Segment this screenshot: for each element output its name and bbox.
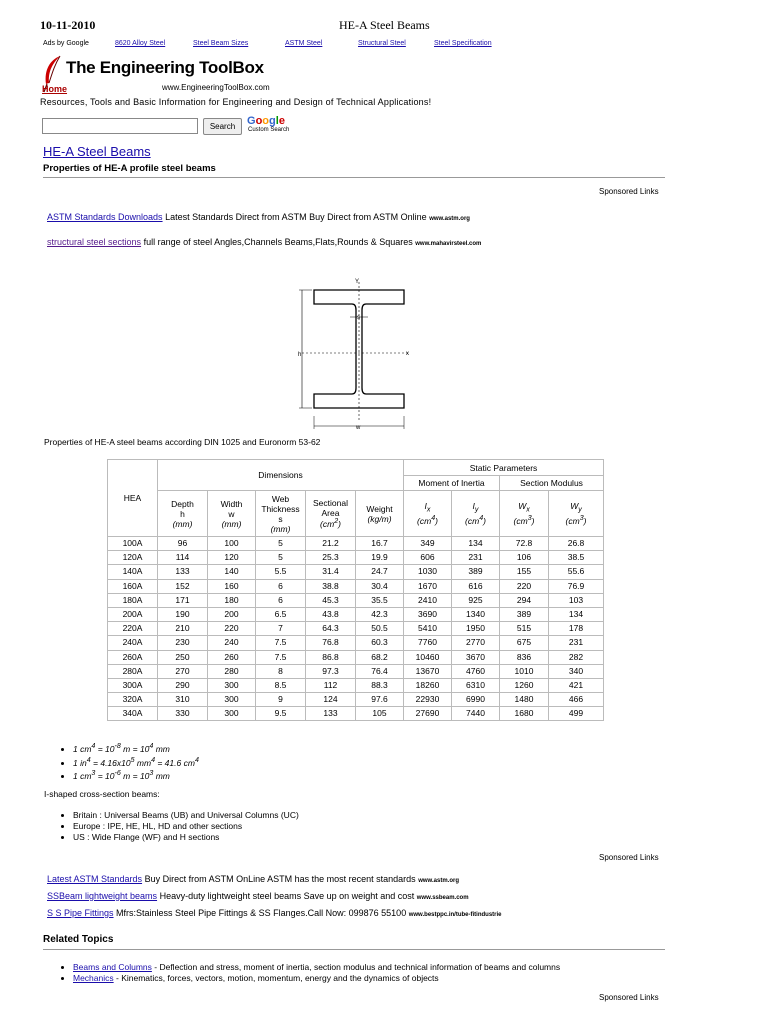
table-cell: 50.5 xyxy=(356,622,404,636)
table-cell: 55.6 xyxy=(549,565,604,579)
table-cell: 1010 xyxy=(500,664,549,678)
table-cell: 97.3 xyxy=(306,664,356,678)
table-cell: 250 xyxy=(158,650,208,664)
table-cell: 100A xyxy=(108,537,158,551)
ad-link[interactable]: Latest ASTM Standards xyxy=(47,874,143,884)
x-axis-label: x xyxy=(406,351,409,357)
ad-text: full range of steel Angles,Channels Beams,Flats,Rounds & Squares xyxy=(143,237,413,247)
ad-link[interactable]: ASTM Standards Downloads xyxy=(47,212,163,222)
divider xyxy=(43,949,665,950)
table-cell: 300 xyxy=(208,693,256,707)
table-cell: 96 xyxy=(158,537,208,551)
ad-link[interactable]: S S Pipe Fittings xyxy=(47,908,114,918)
ad-domain[interactable]: www.astm.org xyxy=(418,878,459,884)
table-cell: 1680 xyxy=(500,707,549,721)
related-item: • Mechanics - Kinematics, forces, vectors, motion, momentum, energy and the dynamics of objects xyxy=(73,973,560,984)
table-cell: 43.8 xyxy=(306,607,356,621)
related-list xyxy=(44,962,560,984)
table-cell: 6 xyxy=(256,579,306,593)
divider xyxy=(43,177,665,178)
ishaped-title: I-shaped cross-section beams: xyxy=(44,789,160,799)
table-cell: 3690 xyxy=(404,607,452,621)
table-cell: 1030 xyxy=(404,565,452,579)
wx-header: $W_x$ $(cm^3)$ xyxy=(500,491,549,537)
dimensions-header: Dimensions xyxy=(158,460,404,491)
table-cell: 100 xyxy=(208,537,256,551)
table-cell: 240A xyxy=(108,636,158,650)
site-logo[interactable]: The Engineering ToolBox xyxy=(66,58,264,77)
table-cell: 18260 xyxy=(404,678,452,692)
conversion-item: • 1 $in^4 = 4.16x10^5$ $mm^4 = 41.6$ $cm^4$ xyxy=(73,755,199,769)
table-cell: 466 xyxy=(549,693,604,707)
table-cell: 7 xyxy=(256,622,306,636)
table-cell: 178 xyxy=(549,622,604,636)
related-link[interactable]: Mechanics xyxy=(73,973,114,983)
table-cell: 88.3 xyxy=(356,678,404,692)
sponsored-label-bottom: Sponsored Links xyxy=(599,993,659,1002)
table-cell: 925 xyxy=(452,593,500,607)
weight-header: Weight (kg/m) xyxy=(356,491,404,537)
table-cell: 389 xyxy=(500,607,549,621)
moment-of-inertia-header: Moment of Inertia xyxy=(404,476,500,491)
table-cell: 140 xyxy=(208,565,256,579)
table-cell: 1670 xyxy=(404,579,452,593)
table-cell: 300 xyxy=(208,678,256,692)
home-link[interactable]: Home xyxy=(42,84,68,94)
sponsored-label-top: Sponsored Links xyxy=(599,187,659,196)
table-cell: 38.8 xyxy=(306,579,356,593)
table-cell: 7.5 xyxy=(256,636,306,650)
table-cell: 1260 xyxy=(500,678,549,692)
table-cell: 152 xyxy=(158,579,208,593)
print-date: 10-11-2010 xyxy=(40,18,96,32)
y-axis-label: Y xyxy=(355,279,360,285)
table-cell: 10460 xyxy=(404,650,452,664)
ad-link[interactable]: structural steel sections xyxy=(47,237,142,247)
site-url: www.EngineeringToolBox.com xyxy=(162,83,270,92)
table-cell: 1480 xyxy=(500,693,549,707)
h-label: h xyxy=(298,352,302,358)
table-row xyxy=(108,551,604,565)
table-cell: 68.2 xyxy=(356,650,404,664)
ad-text: Latest Standards Direct from ASTM Buy Direct from ASTM Online xyxy=(165,212,427,222)
table-cell: 120 xyxy=(208,551,256,565)
table-cell: 16.7 xyxy=(356,537,404,551)
table-cell: 5 xyxy=(256,537,306,551)
conversion-item: • 1 $cm^3 = 10^{-6}$ $m = 10^3$ mm xyxy=(73,769,199,783)
table-cell: 134 xyxy=(452,537,500,551)
related-topics-title: Related Topics xyxy=(43,934,114,945)
table-cell: 616 xyxy=(452,579,500,593)
ix-header: $I_x$ $(cm^4)$ xyxy=(404,491,452,537)
ad-domain[interactable]: www.astm.org xyxy=(429,216,470,222)
table-cell: 4760 xyxy=(452,664,500,678)
ad-link-steel-beam-sizes[interactable]: Steel Beam Sizes xyxy=(193,40,249,47)
table-cell: 300A xyxy=(108,678,158,692)
ishaped-list xyxy=(44,810,299,843)
ad-link-steel-specification[interactable]: Steel Specification xyxy=(434,40,492,47)
table-cell: 60.3 xyxy=(356,636,404,650)
table-cell: 515 xyxy=(500,622,549,636)
table-cell: 112 xyxy=(306,678,356,692)
table-cell: 5410 xyxy=(404,622,452,636)
table-cell: 499 xyxy=(549,707,604,721)
table-cell: 300 xyxy=(208,707,256,721)
table-cell: 103 xyxy=(549,593,604,607)
ad-link-8620-alloy-steel[interactable]: 8620 Alloy Steel xyxy=(115,40,166,47)
table-cell: 7440 xyxy=(452,707,500,721)
static-parameters-header: Static Parameters xyxy=(404,460,604,476)
table-cell: 270 xyxy=(158,664,208,678)
page-subtitle: Properties of HE-A profile steel beams xyxy=(43,163,216,174)
ad-item xyxy=(47,212,470,222)
ad-text: Buy Direct from ASTM OnLine ASTM has the most recent standards xyxy=(144,874,416,884)
table-cell: 72.8 xyxy=(500,537,549,551)
table-cell: 1340 xyxy=(452,607,500,621)
ad-domain[interactable]: www.ssbeam.com xyxy=(416,895,469,901)
depth-header: Depth h (mm) xyxy=(158,491,208,537)
ads-by-google-label[interactable]: Ads by Google xyxy=(43,40,89,47)
table-cell: 7.5 xyxy=(256,650,306,664)
table-cell: 220A xyxy=(108,622,158,636)
conversion-list xyxy=(44,741,199,782)
table-row xyxy=(108,593,604,607)
related-item: • Beams and Columns - Deflection and stress, moment of inertia, section modulus and technical information of beams and columns xyxy=(73,962,560,973)
table-cell: 260 xyxy=(208,650,256,664)
table-cell: 9.5 xyxy=(256,707,306,721)
s-label: s xyxy=(357,315,360,321)
section-modulus-header: Section Modulus xyxy=(500,476,604,491)
table-cell: 6 xyxy=(256,593,306,607)
table-cell: 421 xyxy=(549,678,604,692)
table-cell: 280A xyxy=(108,664,158,678)
table-cell: 25.3 xyxy=(306,551,356,565)
table-cell: 133 xyxy=(158,565,208,579)
table-cell: 200A xyxy=(108,607,158,621)
table-cell: 675 xyxy=(500,636,549,650)
table-cell: 6310 xyxy=(452,678,500,692)
table-cell: 260A xyxy=(108,650,158,664)
table-caption: Properties of HE-A steel beams according DIN 1025 and Euronorm 53-62 xyxy=(44,437,321,447)
table-cell: 97.6 xyxy=(356,693,404,707)
table-cell: 230 xyxy=(158,636,208,650)
table-cell: 140A xyxy=(108,565,158,579)
table-cell: 42.3 xyxy=(356,607,404,621)
table-cell: 2410 xyxy=(404,593,452,607)
table-cell: 340A xyxy=(108,707,158,721)
ad-text: Mfrs:Stainless Steel Pipe Fittings & SS Flanges.Call Now: 099876 55100 xyxy=(116,908,407,918)
table-cell: 160A xyxy=(108,579,158,593)
table-cell: 114 xyxy=(158,551,208,565)
ad-item xyxy=(47,891,469,901)
table-cell: 3670 xyxy=(452,650,500,664)
table-cell: 231 xyxy=(549,636,604,650)
sectional-area-header: Sectional Area $(cm^2)$ xyxy=(306,491,356,537)
google-logo: Google xyxy=(247,115,285,127)
table-cell: 26.8 xyxy=(549,537,604,551)
table-cell: 30.4 xyxy=(356,579,404,593)
table-body xyxy=(108,537,604,721)
table-cell: 240 xyxy=(208,636,256,650)
ishaped-item: • Europe : IPE, HE, HL, HD and other sections xyxy=(73,821,299,832)
table-cell: 6.5 xyxy=(256,607,306,621)
table-cell: 282 xyxy=(549,650,604,664)
table-cell: 180 xyxy=(208,593,256,607)
table-row xyxy=(108,565,604,579)
table-row xyxy=(108,693,604,707)
table-cell: 5.5 xyxy=(256,565,306,579)
table-row xyxy=(108,607,604,621)
table-row xyxy=(108,579,604,593)
print-title: HE-A Steel Beams xyxy=(339,18,430,32)
search-input[interactable] xyxy=(42,118,198,134)
ad-text: Heavy-duty lightweight steel beams Save up on weight and cost xyxy=(159,891,415,901)
table-cell: 8.5 xyxy=(256,678,306,692)
table-cell: 160 xyxy=(208,579,256,593)
tagline: Resources, Tools and Basic Information for Engineering and Design of Technical Applications! xyxy=(40,97,432,107)
table-cell: 124 xyxy=(306,693,356,707)
table-row xyxy=(108,664,604,678)
ad-link-astm-steel[interactable]: ASTM Steel xyxy=(285,40,323,47)
table-cell: 45.3 xyxy=(306,593,356,607)
table-cell: 836 xyxy=(500,650,549,664)
table-cell: 349 xyxy=(404,537,452,551)
table-cell: 27690 xyxy=(404,707,452,721)
conversion-item: • 1 $cm^4 = 10^{-8}$ $m = 10^4$ mm xyxy=(73,741,199,755)
table-cell: 1950 xyxy=(452,622,500,636)
table-cell: 155 xyxy=(500,565,549,579)
table-cell: 231 xyxy=(452,551,500,565)
table-cell: 134 xyxy=(549,607,604,621)
table-cell: 31.4 xyxy=(306,565,356,579)
ishaped-item: • Britain : Universal Beams (UB) and Universal Columns (UC) xyxy=(73,810,299,821)
table-row xyxy=(108,537,604,551)
i-beam-diagram xyxy=(292,276,416,432)
table-cell: 171 xyxy=(158,593,208,607)
table-cell: 35.5 xyxy=(356,593,404,607)
table-cell: 120A xyxy=(108,551,158,565)
ad-link-structural-steel[interactable]: Structural Steel xyxy=(358,40,406,47)
table-cell: 210 xyxy=(158,622,208,636)
table-row xyxy=(108,707,604,721)
ishaped-item: • US : Wide Flange (WF) and H sections xyxy=(73,832,299,843)
table-cell: 340 xyxy=(549,664,604,678)
table-cell: 320A xyxy=(108,693,158,707)
table-cell: 86.8 xyxy=(306,650,356,664)
table-cell: 280 xyxy=(208,664,256,678)
table-cell: 294 xyxy=(500,593,549,607)
ad-item xyxy=(47,908,502,918)
table-cell: 606 xyxy=(404,551,452,565)
table-cell: 310 xyxy=(158,693,208,707)
table-row xyxy=(108,636,604,650)
ad-item xyxy=(47,237,481,247)
search-button[interactable]: Search xyxy=(203,118,242,135)
table-cell: 24.7 xyxy=(356,565,404,579)
iy-header: $I_y$ $(cm^4)$ xyxy=(452,491,500,537)
table-cell: 105 xyxy=(356,707,404,721)
table-cell: 76.9 xyxy=(549,579,604,593)
table-cell: 7760 xyxy=(404,636,452,650)
custom-search-label: Custom Search xyxy=(248,127,290,133)
sponsored-label-mid: Sponsored Links xyxy=(599,853,659,862)
ad-link[interactable]: SSBeam lightweight beams xyxy=(47,891,158,901)
ad-domain[interactable]: www.bestppc.in/tube-fitindustrie xyxy=(408,912,502,918)
table-cell: 21.2 xyxy=(306,537,356,551)
table-cell: 5 xyxy=(256,551,306,565)
table-cell: 200 xyxy=(208,607,256,621)
table-cell: 190 xyxy=(158,607,208,621)
width-header: Width w (mm) xyxy=(208,491,256,537)
table-cell: 9 xyxy=(256,693,306,707)
col-hea: HEA xyxy=(108,460,158,537)
hea-properties-table xyxy=(107,459,604,721)
wy-header: $W_y$ $(cm^3)$ xyxy=(549,491,604,537)
table-cell: 76.8 xyxy=(306,636,356,650)
table-cell: 13670 xyxy=(404,664,452,678)
table-cell: 6990 xyxy=(452,693,500,707)
table-cell: 106 xyxy=(500,551,549,565)
table-cell: 64.3 xyxy=(306,622,356,636)
table-cell: 2770 xyxy=(452,636,500,650)
table-cell: 22930 xyxy=(404,693,452,707)
table-row xyxy=(108,622,604,636)
table-cell: 389 xyxy=(452,565,500,579)
ad-domain[interactable]: www.mahavirsteel.com xyxy=(415,241,482,247)
page-title[interactable]: HE-A Steel Beams xyxy=(43,144,151,159)
web-thickness-header: Web Thickness s (mm) xyxy=(256,491,306,537)
table-cell: 330 xyxy=(158,707,208,721)
unit-header-row xyxy=(108,491,604,537)
table-row xyxy=(108,650,604,664)
table-cell: 220 xyxy=(500,579,549,593)
table-row xyxy=(108,678,604,692)
table-cell: 19.9 xyxy=(356,551,404,565)
related-link[interactable]: Beams and Columns xyxy=(73,962,152,972)
ad-item xyxy=(47,874,459,884)
table-cell: 220 xyxy=(208,622,256,636)
table-cell: 290 xyxy=(158,678,208,692)
table-cell: 38.5 xyxy=(549,551,604,565)
table-cell: 8 xyxy=(256,664,306,678)
w-label: w xyxy=(356,425,361,431)
table-cell: 133 xyxy=(306,707,356,721)
table-cell: 180A xyxy=(108,593,158,607)
table-cell: 76.4 xyxy=(356,664,404,678)
